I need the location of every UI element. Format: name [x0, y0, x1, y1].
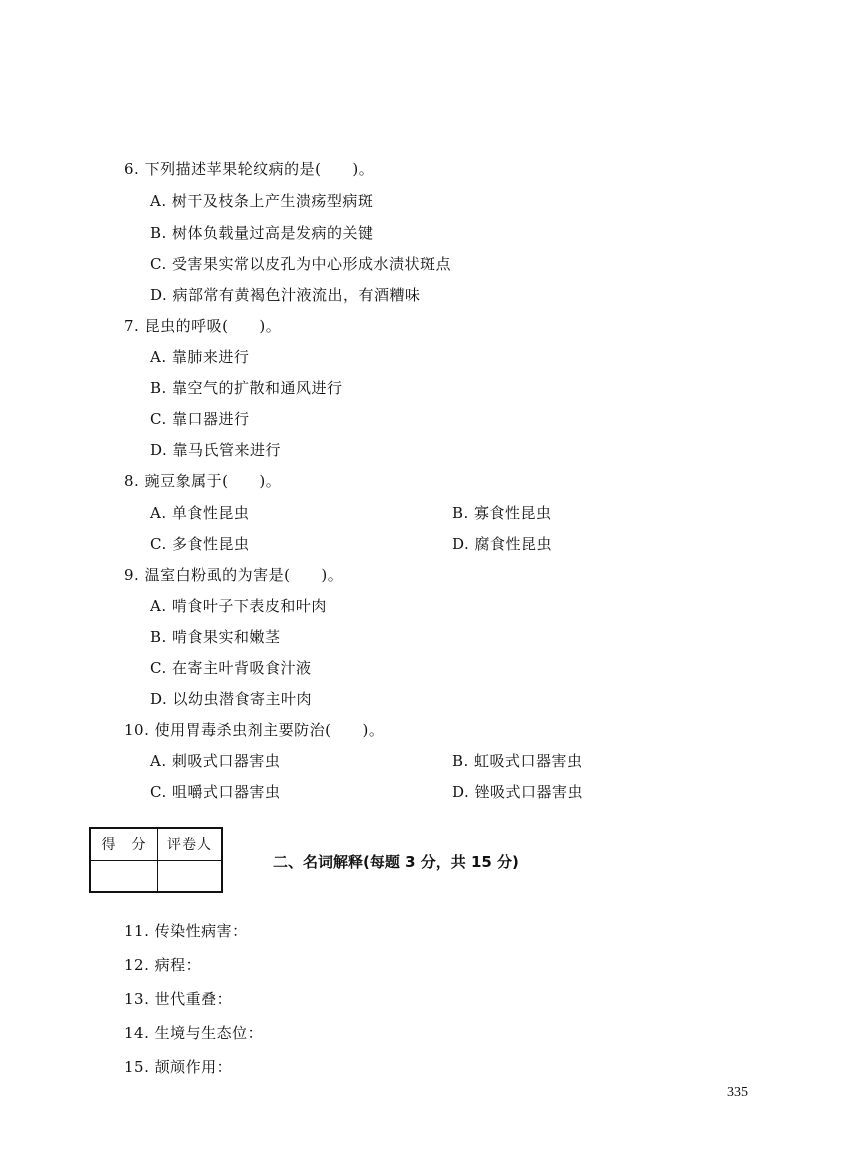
question-7-option-a: A. 靠肺来进行	[150, 348, 250, 366]
question-6-stem: 6. 下列描述苹果轮纹病的是( )。	[124, 160, 375, 178]
term-11: 11. 传染性病害：	[124, 922, 248, 940]
question-6-option-a: A. 树干及枝条上产生溃疡型病斑	[150, 192, 374, 210]
question-6-option-b: B. 树体负载量过高是发病的关键	[150, 224, 374, 242]
term-14: 14. 生境与生态位：	[124, 1024, 264, 1042]
term-15: 15. 颉颃作用：	[124, 1058, 233, 1076]
question-9-stem: 9. 温室白粉虱的为害是( )。	[124, 566, 344, 584]
page-number: 335	[727, 1085, 748, 1100]
question-8-stem: 8. 豌豆象属于( )。	[124, 472, 282, 490]
question-6-option-c: C. 受害果实常以皮孔为中心形成水渍状斑点	[150, 255, 451, 273]
question-7-option-b: B. 靠空气的扩散和通风进行	[150, 379, 343, 397]
question-7-stem: 7. 昆虫的呼吸( )。	[124, 317, 282, 335]
score-table	[89, 827, 223, 893]
question-8-option-c: C. 多食性昆虫	[150, 535, 250, 553]
question-6-option-d: D. 病部常有黄褐色汁液流出，有酒糟味	[150, 286, 421, 304]
grader-header: 评卷人	[158, 828, 223, 860]
question-10-option-d: D. 锉吸式口器害虫	[452, 783, 584, 801]
question-9-option-d: D. 以幼虫潜食寄主叶肉	[150, 690, 313, 708]
question-10-option-b: B. 虹吸式口器害虫	[452, 752, 583, 770]
question-9-option-b: B. 啃食果实和嫩茎	[150, 628, 281, 646]
question-7-option-d: D. 靠马氏管来进行	[150, 441, 282, 459]
question-8-option-d: D. 腐食性昆虫	[452, 535, 553, 553]
question-10-option-a: A. 刺吸式口器害虫	[150, 752, 281, 770]
score-header: 得 分	[90, 828, 158, 860]
term-12: 12. 病程：	[124, 956, 202, 974]
question-8-option-a: A. 单食性昆虫	[150, 504, 250, 522]
section-title: 二、名词解释(每题 3 分，共 15 分)	[273, 853, 519, 871]
question-8-option-b: B. 寡食性昆虫	[452, 504, 552, 522]
grader-cell	[158, 860, 223, 892]
question-10-option-c: C. 咀嚼式口器害虫	[150, 783, 281, 801]
score-cell	[90, 860, 158, 892]
question-10-stem: 10. 使用胃毒杀虫剂主要防治( )。	[124, 721, 385, 739]
question-9-option-c: C. 在寄主叶背吸食汁液	[150, 659, 312, 677]
question-9-option-a: A. 啃食叶子下表皮和叶肉	[150, 597, 327, 615]
term-13: 13. 世代重叠：	[124, 990, 233, 1008]
question-7-option-c: C. 靠口器进行	[150, 410, 250, 428]
